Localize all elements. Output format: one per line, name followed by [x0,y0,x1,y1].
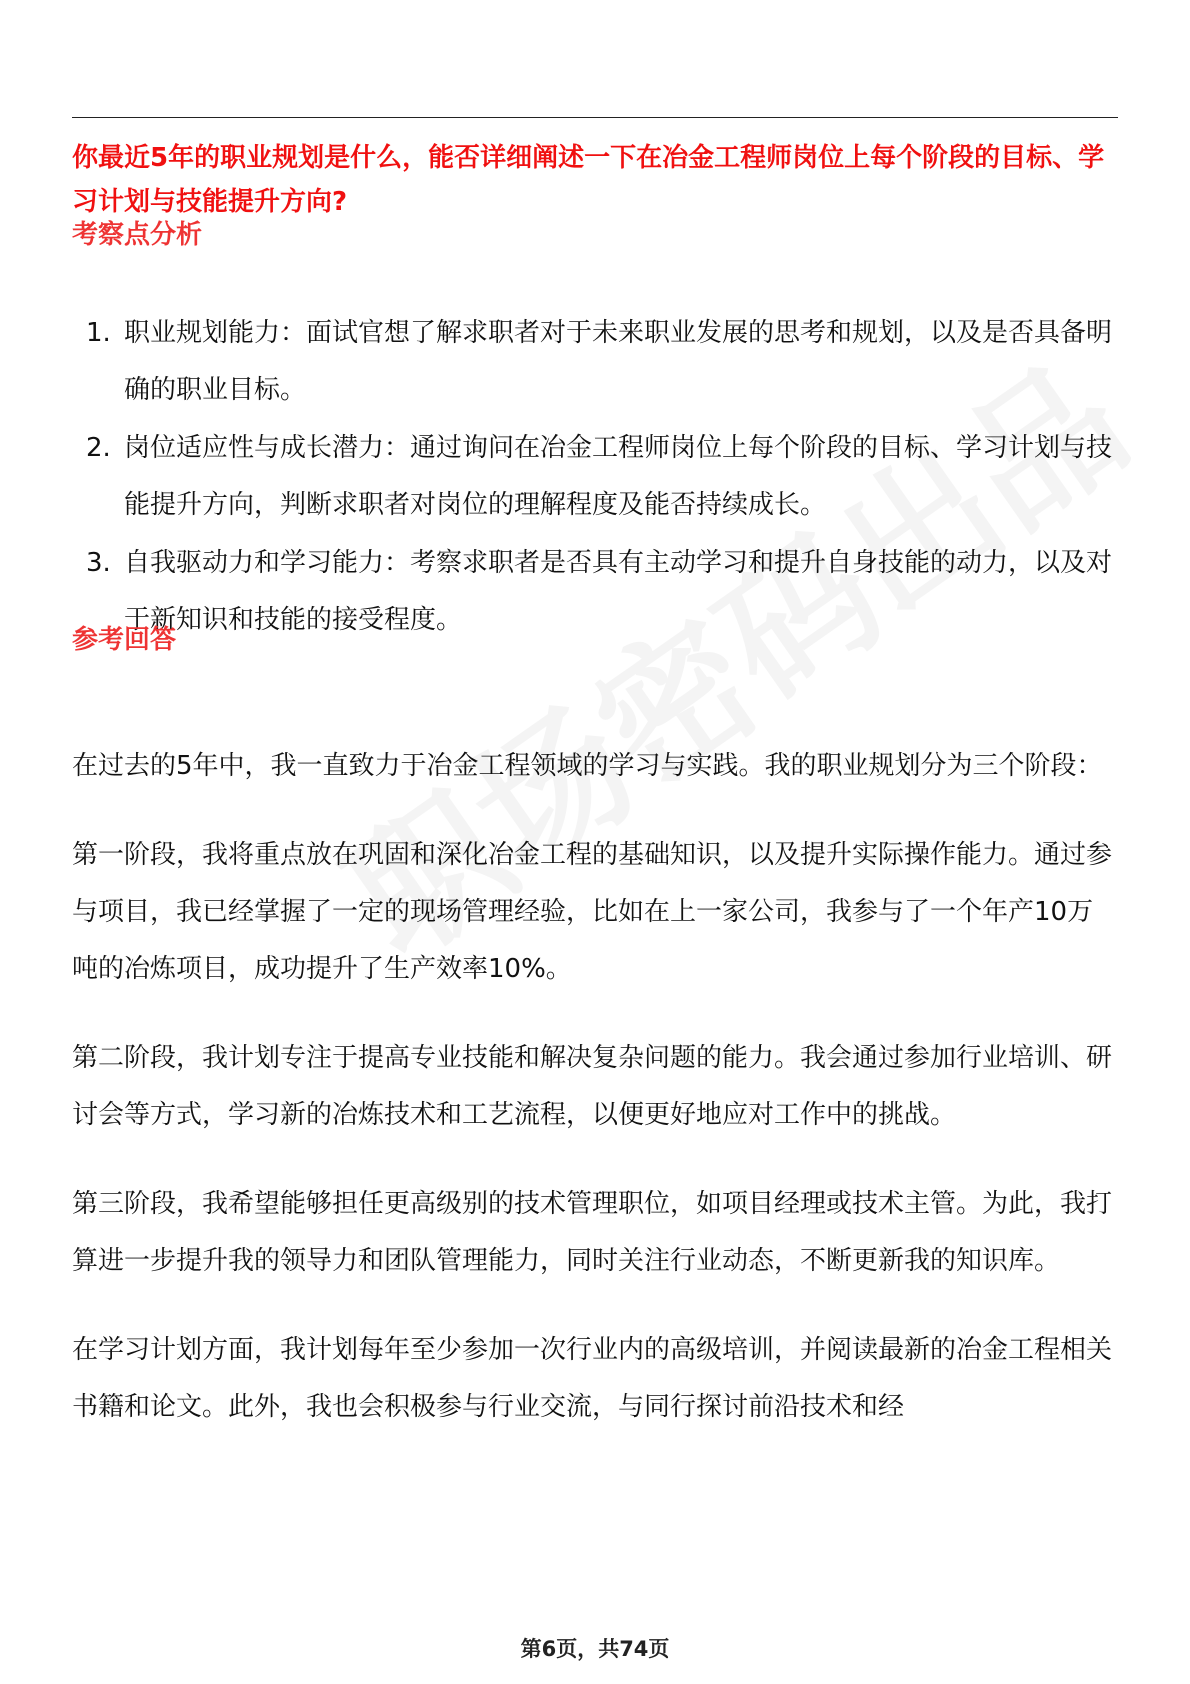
analysis-item-number: 2. [86,433,111,463]
analysis-heading: 考察点分析 [72,220,203,250]
analysis-list [72,305,1118,650]
answer-body [72,738,1118,1468]
analysis-item-text: 自我驱动力和学习能力：考察求职者是否具有主动学习和提升自身技能的动力，以及对于新知识和技能的接受程度。 [124,548,1113,635]
answer-heading: 参考回答 [72,625,177,655]
header-rule [72,117,1118,118]
page-number: 第6页，共74页 [520,1637,670,1661]
analysis-item-text: 职业规划能力：面试官想了解求职者对于未来职业发展的思考和规划，以及是否具备明确的职业目标。 [124,318,1113,405]
analysis-item [72,305,1118,419]
answer-paragraph: 第二阶段，我计划专注于提高专业技能和解决复杂问题的能力。我会通过参加行业培训、研讨会等方式，学习新的冶炼技术和工艺流程，以便更好地应对工作中的挑战。 [72,1043,1113,1130]
analysis-item [72,420,1118,534]
answer-paragraph: 第三阶段，我希望能够担任更高级别的技术管理职位，如项目经理或技术主管。为此，我打算进一步提升我的领导力和团队管理能力，同时关注行业动态，不断更新我的知识库。 [72,1189,1113,1276]
answer-paragraph: 在学习计划方面，我计划每年至少参加一次行业内的高级培训，并阅读最新的冶金工程相关书籍和论文。此外，我也会积极参与行业交流，与同行探讨前沿技术和经 [72,1335,1113,1422]
analysis-item-text: 岗位适应性与成长潜力：通过询问在冶金工程师岗位上每个阶段的目标、学习计划与技能提升方向，判断求职者对岗位的理解程度及能否持续成长。 [124,433,1113,520]
question-title: 你最近5年的职业规划是什么，能否详细阐述一下在冶金工程师岗位上每个阶段的目标、学习计划与技能提升方向? [72,143,1105,217]
answer-paragraph: 在过去的5年中，我一直致力于冶金工程领域的学习与实践。我的职业规划分为三个阶段： [72,751,1103,781]
analysis-item [72,535,1118,649]
analysis-item-number: 3. [86,548,111,578]
answer-paragraph: 第一阶段，我将重点放在巩固和深化冶金工程的基础知识，以及提升实际操作能力。通过参与项目，我已经掌握了一定的现场管理经验，比如在上一家公司，我参与了一个年产10万吨的冶炼项目，成功提升了生产效率10%。 [72,840,1113,984]
analysis-item-number: 1. [86,318,111,348]
